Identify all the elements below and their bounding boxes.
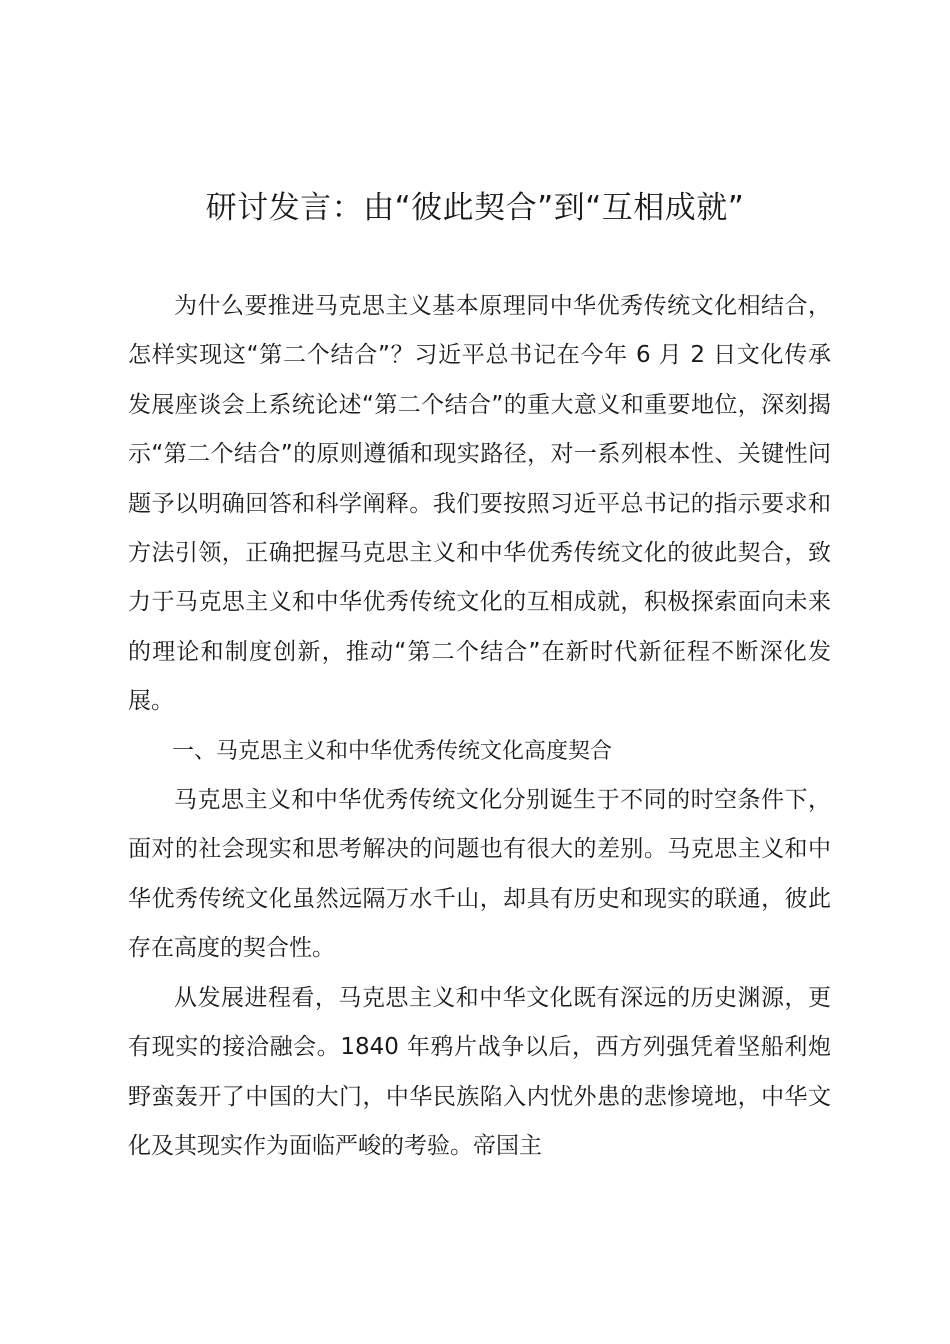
document-body [128, 282, 831, 1171]
body-paragraph: 从发展进程看，马克思主义和中华文化既有深远的历史渊源，更有现实的接洽融会。1840 年鸦片战争以后，西方列强凭着坚船利炮野蛮轰开了中国的大门，中华民族陷入内忧外患的悲惨境地，中华文化及其现实作为面临严峻的考验。帝国主 [128, 984, 831, 1159]
section-heading: 一、马克思主义和中华优秀传统文化高度契合 [172, 738, 613, 764]
document-title: 研讨发言：由“彼此契合”到“互相成就” [205, 190, 745, 226]
body-paragraph: 为什么要推进马克思主义基本原理同中华优秀传统文化相结合，怎样实现这“第二个结合”？习近平总书记在今年 6 月 2 日文化传承发展座谈会上系统论述“第二个结合”的重大意义和重要地位，深刻揭示“第二个结合”的原则遵循和现实路径，对一系列根本性、关键性问题予以明确回答和科学阐释。我们要按照习近平总书记的指示要求和方法引领，正确把握马克思主义和中华优秀传统文化的彼此契合，致力于马克思主义和中华优秀传统文化的互相成就，积极探索面向未来的理论和制度创新，推动“第二个结合”在新时代新征程不断深化发展。 [128, 293, 831, 715]
body-paragraph: 马克思主义和中华优秀传统文化分别诞生于不同的时空条件下，面对的社会现实和思考解决的问题也有很大的差别。马克思主义和中华优秀传统文化虽然远隔万水千山，却具有历史和现实的联通，彼此存在高度的契合性。 [128, 787, 831, 962]
